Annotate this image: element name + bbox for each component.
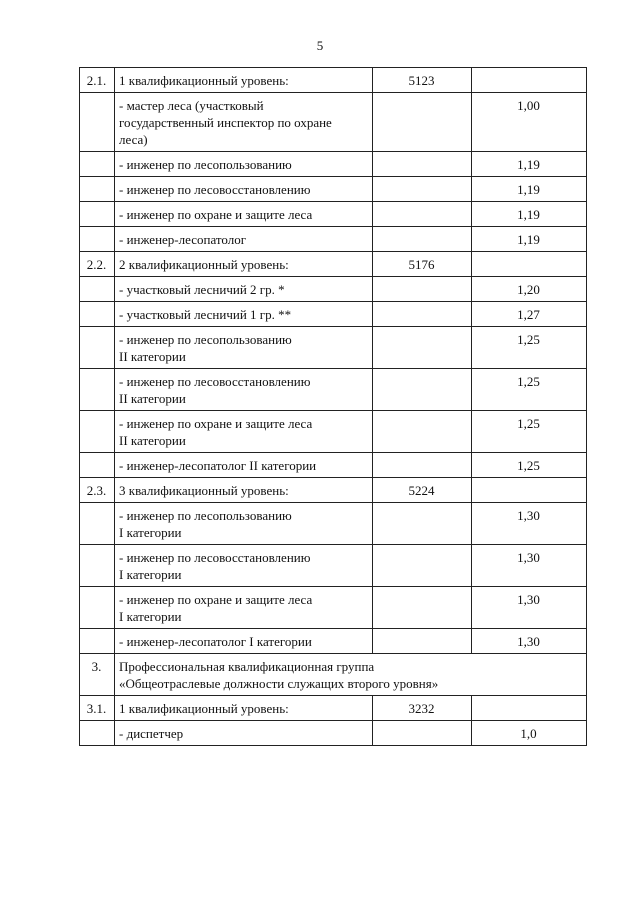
row-number — [80, 587, 115, 629]
position-name: - диспетчер — [115, 721, 373, 746]
table-row — [80, 721, 587, 746]
level-code — [373, 202, 472, 227]
level-code — [373, 629, 472, 654]
position-name: - инженер по охране и защите леса — [115, 202, 373, 227]
coefficient: 1,19 — [472, 227, 587, 252]
position-name: - инженер по лесовосстановлению — [115, 177, 373, 202]
table-row — [80, 503, 587, 545]
table-row — [80, 277, 587, 302]
level-code — [373, 277, 472, 302]
position-name: - инженер-лесопатолог — [115, 227, 373, 252]
level-code — [373, 453, 472, 478]
coefficient: 1,25 — [472, 453, 587, 478]
coefficient: 1,00 — [472, 93, 587, 152]
position-name: - участковый лесничий 2 гр. * — [115, 277, 373, 302]
row-number: 2.1. — [80, 68, 115, 93]
row-number — [80, 327, 115, 369]
level-code — [373, 721, 472, 746]
level-code — [373, 327, 472, 369]
coefficient: 1,20 — [472, 277, 587, 302]
table-row — [80, 302, 587, 327]
row-number — [80, 302, 115, 327]
coefficient — [472, 68, 587, 93]
coefficient: 1,25 — [472, 369, 587, 411]
group-title: Профессиональная квалификационная группа «Общеотраслевые должности служащих второго уровня» — [115, 654, 587, 696]
row-number — [80, 227, 115, 252]
row-number: 2.3. — [80, 478, 115, 503]
level-code — [373, 587, 472, 629]
position-name: - инженер по охране и защите леса II категории — [115, 411, 373, 453]
coefficient: 1,30 — [472, 503, 587, 545]
coefficient: 1,25 — [472, 411, 587, 453]
level-code — [373, 93, 472, 152]
position-name: - мастер леса (участковый государственный инспектор по охране леса) — [115, 93, 373, 152]
coefficient — [472, 252, 587, 277]
coefficient — [472, 696, 587, 721]
position-name: - инженер по лесовосстановлению II категории — [115, 369, 373, 411]
table-row — [80, 177, 587, 202]
level-code — [373, 503, 472, 545]
row-number: 2.2. — [80, 252, 115, 277]
row-number — [80, 152, 115, 177]
level-code — [373, 369, 472, 411]
position-name: 2 квалификационный уровень: — [115, 252, 373, 277]
table-row — [80, 252, 587, 277]
coefficient: 1,19 — [472, 152, 587, 177]
position-name: 3 квалификационный уровень: — [115, 478, 373, 503]
row-number — [80, 629, 115, 654]
row-number — [80, 202, 115, 227]
table-row — [80, 93, 587, 152]
coefficient: 1,19 — [472, 202, 587, 227]
row-number — [80, 277, 115, 302]
group-number: 3. — [80, 654, 115, 696]
table-row — [80, 227, 587, 252]
position-name: 1 квалификационный уровень: — [115, 696, 373, 721]
level-code: 5176 — [373, 252, 472, 277]
position-name: - инженер по охране и защите леса I категории — [115, 587, 373, 629]
row-number — [80, 93, 115, 152]
level-code — [373, 177, 472, 202]
level-code: 3232 — [373, 696, 472, 721]
level-code — [373, 152, 472, 177]
row-number — [80, 369, 115, 411]
position-name: - инженер-лесопатолог II категории — [115, 453, 373, 478]
coefficient: 1,30 — [472, 545, 587, 587]
table-row — [80, 629, 587, 654]
table-row — [80, 369, 587, 411]
table-row — [80, 453, 587, 478]
table-row — [80, 152, 587, 177]
level-code: 5224 — [373, 478, 472, 503]
position-name: - инженер по лесовосстановлению I категории — [115, 545, 373, 587]
row-number — [80, 545, 115, 587]
page-number: 5 — [316, 38, 324, 53]
coefficient: 1,27 — [472, 302, 587, 327]
row-number — [80, 721, 115, 746]
coefficient: 1,30 — [472, 587, 587, 629]
position-name: - инженер-лесопатолог I категории — [115, 629, 373, 654]
level-code — [373, 302, 472, 327]
coefficient — [472, 478, 587, 503]
level-code — [373, 545, 472, 587]
table-row — [80, 202, 587, 227]
coefficient: 1,25 — [472, 327, 587, 369]
level-code — [373, 227, 472, 252]
coefficient: 1,19 — [472, 177, 587, 202]
table-row — [80, 411, 587, 453]
coefficient: 1,0 — [472, 721, 587, 746]
table-row — [80, 478, 587, 503]
coefficient: 1,30 — [472, 629, 587, 654]
qualification-table — [79, 67, 587, 746]
table-row — [80, 545, 587, 587]
position-name: 1 квалификационный уровень: — [115, 68, 373, 93]
table-row — [80, 696, 587, 721]
row-number — [80, 503, 115, 545]
row-number — [80, 411, 115, 453]
group-row — [80, 654, 587, 696]
table-row — [80, 587, 587, 629]
table-row — [80, 327, 587, 369]
position-name: - инженер по лесопользованию II категории — [115, 327, 373, 369]
position-name: - инженер по лесопользованию I категории — [115, 503, 373, 545]
row-number — [80, 177, 115, 202]
table-row — [80, 68, 587, 93]
row-number — [80, 453, 115, 478]
level-code — [373, 411, 472, 453]
position-name: - инженер по лесопользованию — [115, 152, 373, 177]
position-name: - участковый лесничий 1 гр. ** — [115, 302, 373, 327]
row-number: 3.1. — [80, 696, 115, 721]
level-code: 5123 — [373, 68, 472, 93]
